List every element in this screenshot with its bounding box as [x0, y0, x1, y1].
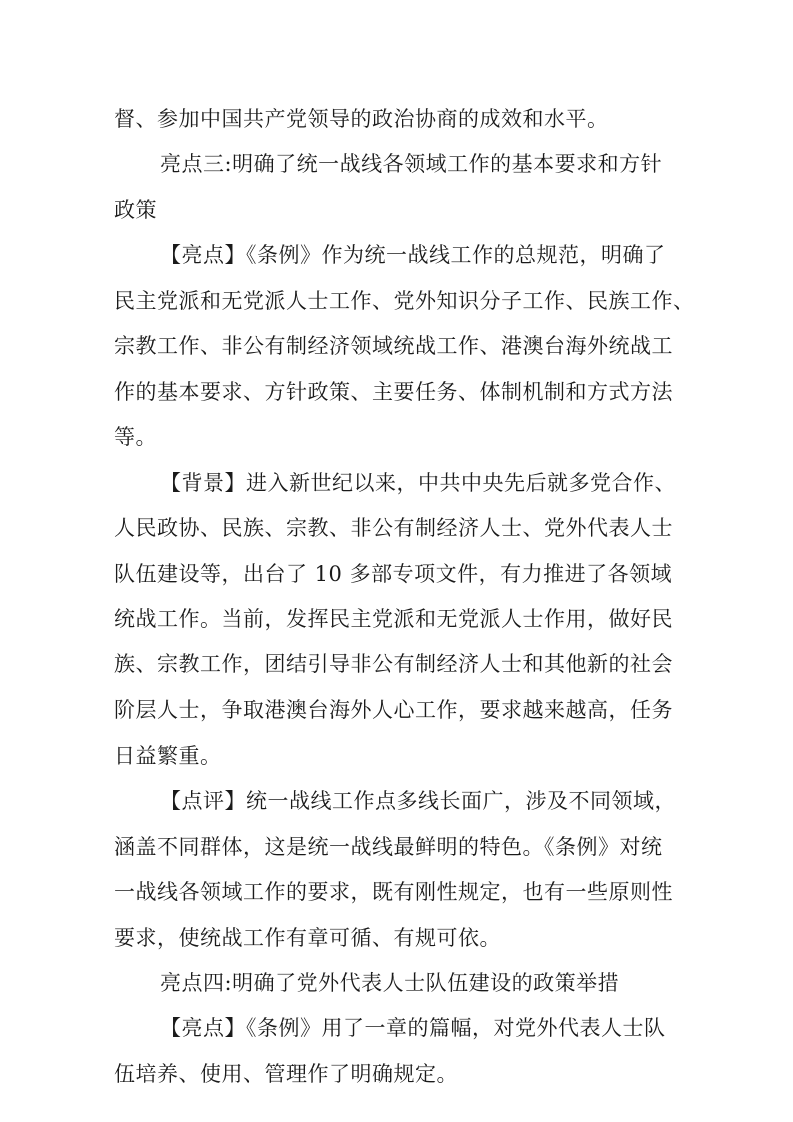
text-line: 统战工作。当前，发挥民主党派和无党派人士作用，做好民 [114, 607, 673, 631]
text-line: 督、参加中国共产党领导的政治协商的成效和水平。 [114, 107, 609, 131]
text-line: 【亮点】《条例》作为统一战线工作的总规范，明确了 [160, 243, 666, 267]
text-line: 作的基本要求、方针政策、主要任务、体制机制和方式方法 [114, 380, 673, 404]
text-line: 【背景】进入新世纪以来，中共中央先后就多党合作、 [160, 471, 676, 495]
text-line: 涵盖不同群体，这是统一战线最鲜明的特色。《条例》对统 [114, 835, 663, 859]
text-line: 宗教工作、非公有制经济领域统战工作、港澳台海外统战工 [114, 334, 673, 358]
section-heading-continued: 政策 [114, 198, 157, 222]
text-line: 【亮点】《条例》用了一章的篇幅，对党外代表人士队 [160, 1016, 666, 1040]
text-line: 【点评】统一战线工作点多线长面广，涉及不同领域， [160, 789, 676, 813]
text-line: 队伍建设等，出台了 10 多部专项文件，有力推进了各领域 [114, 562, 673, 586]
text-line: 等。 [114, 425, 157, 449]
section-heading: 亮点三:明确了统一战线各领域工作的基本要求和方针 [160, 152, 663, 176]
text-line: 人民政协、民族、宗教、非公有制经济人士、党外代表人士 [114, 516, 673, 540]
text-line: 阶层人士，争取港澳台海外人心工作，要求越来越高，任务 [114, 698, 673, 722]
text-line: 日益繁重。 [114, 744, 222, 768]
text-line: 族、宗教工作，团结引导非公有制经济人士和其他新的社会 [114, 652, 673, 676]
text-line: 一战线各领域工作的要求，既有刚性规定，也有一些原则性 [114, 880, 673, 904]
section-heading: 亮点四:明确了党外代表人士队伍建设的政策举措 [160, 971, 620, 995]
text-line: 要求，使统战工作有章可循、有规可依。 [114, 926, 501, 950]
text-line: 伍培养、使用、管理作了明确规定。 [114, 1062, 458, 1086]
text-line: 民主党派和无党派人士工作、党外知识分子工作、民族工作、 [114, 289, 695, 313]
